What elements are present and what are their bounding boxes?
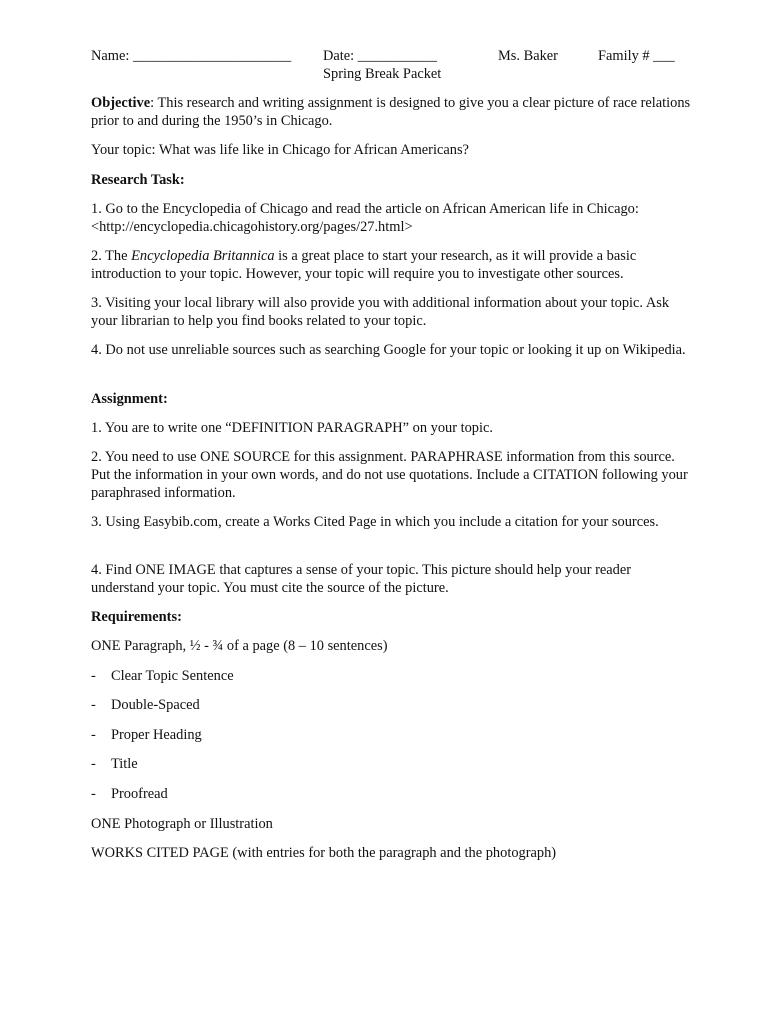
requirements-heading: Requirements: bbox=[91, 609, 182, 625]
topic-line: Your topic: What was life like in Chicago for African Americans? bbox=[91, 142, 469, 158]
requirement-bullet bbox=[91, 726, 691, 744]
bullet-dash: - bbox=[91, 697, 96, 713]
bullet-dash: - bbox=[91, 756, 96, 772]
requirement-text: Proper Heading bbox=[111, 727, 202, 743]
objective-label: Objective bbox=[91, 95, 151, 111]
requirement-text: Double-Spaced bbox=[111, 697, 200, 713]
requirement-bullet bbox=[91, 667, 691, 685]
requirement-text: Clear Topic Sentence bbox=[111, 668, 234, 684]
research-item-2-prefix: 2. The bbox=[91, 248, 132, 264]
assignment-heading: Assignment: bbox=[91, 391, 168, 407]
assignment-item-2: 2. You need to use ONE SOURCE for this assignment. PARAPHRASE information from this source. Put the information in your own words, and do not use quotations. Include a CITATION following your paraphrased information. bbox=[91, 449, 688, 501]
requirement-bullet bbox=[91, 696, 691, 714]
requirement-bullet bbox=[91, 785, 691, 803]
paragraph-length-requirement: ONE Paragraph, ½ - ¾ of a page (8 – 10 sentences) bbox=[91, 638, 388, 654]
photo-requirement: ONE Photograph or Illustration bbox=[91, 816, 273, 832]
requirement-text: Title bbox=[111, 756, 138, 772]
encyclopedia-britannica-title: Encyclopedia Britannica bbox=[131, 248, 275, 264]
family-number-label: Family # ___ bbox=[598, 48, 675, 64]
research-item-2 bbox=[91, 247, 691, 283]
research-task-heading: Research Task: bbox=[91, 172, 185, 188]
assignment-item-1: 1. You are to write one “DEFINITION PARAGRAPH” on your topic. bbox=[91, 420, 493, 436]
packet-title: Spring Break Packet bbox=[323, 66, 442, 82]
bullet-dash: - bbox=[91, 668, 96, 684]
assignment-item-3: 3. Using Easybib.com, create a Works Cited Page in which you include a citation for your sources. bbox=[91, 514, 659, 530]
teacher-name: Ms. Baker bbox=[498, 48, 558, 64]
research-item-3: 3. Visiting your local library will also provide you with additional information about your topic. Ask your librarian to help you find books related to your topic. bbox=[91, 295, 670, 329]
research-item-1: 1. Go to the Encyclopedia of Chicago and read the article on African American life in Chicago: <http://encyclopedia.chicagohistory.org/pages/27.html> bbox=[91, 201, 639, 235]
assignment-item-4: 4. Find ONE IMAGE that captures a sense of your topic. This picture should help your reader understand your topic. You must cite the source of the picture. bbox=[91, 562, 632, 596]
bullet-dash: - bbox=[91, 727, 96, 743]
research-item-4: 4. Do not use unreliable sources such as searching Google for your topic or looking it up on Wikipedia. bbox=[91, 342, 686, 358]
requirement-bullet bbox=[91, 755, 691, 773]
requirement-text: Proofread bbox=[111, 786, 168, 802]
name-field-label: Name: ______________________ bbox=[91, 48, 292, 64]
works-cited-requirement: WORKS CITED PAGE (with entries for both the paragraph and the photograph) bbox=[91, 845, 557, 861]
objective-paragraph bbox=[91, 94, 691, 130]
bullet-dash: - bbox=[91, 786, 96, 802]
date-field-label: Date: ___________ bbox=[323, 48, 437, 64]
research-item-2-suffix: is a great place to start your research, as it will provide a basic introduction to your topic. However, your topic will require you to investigate other sources. bbox=[91, 248, 637, 282]
objective-text: : This research and writing assignment is designed to give you a clear picture of race relations prior to and during the 1950’s in Chicago. bbox=[91, 95, 691, 129]
